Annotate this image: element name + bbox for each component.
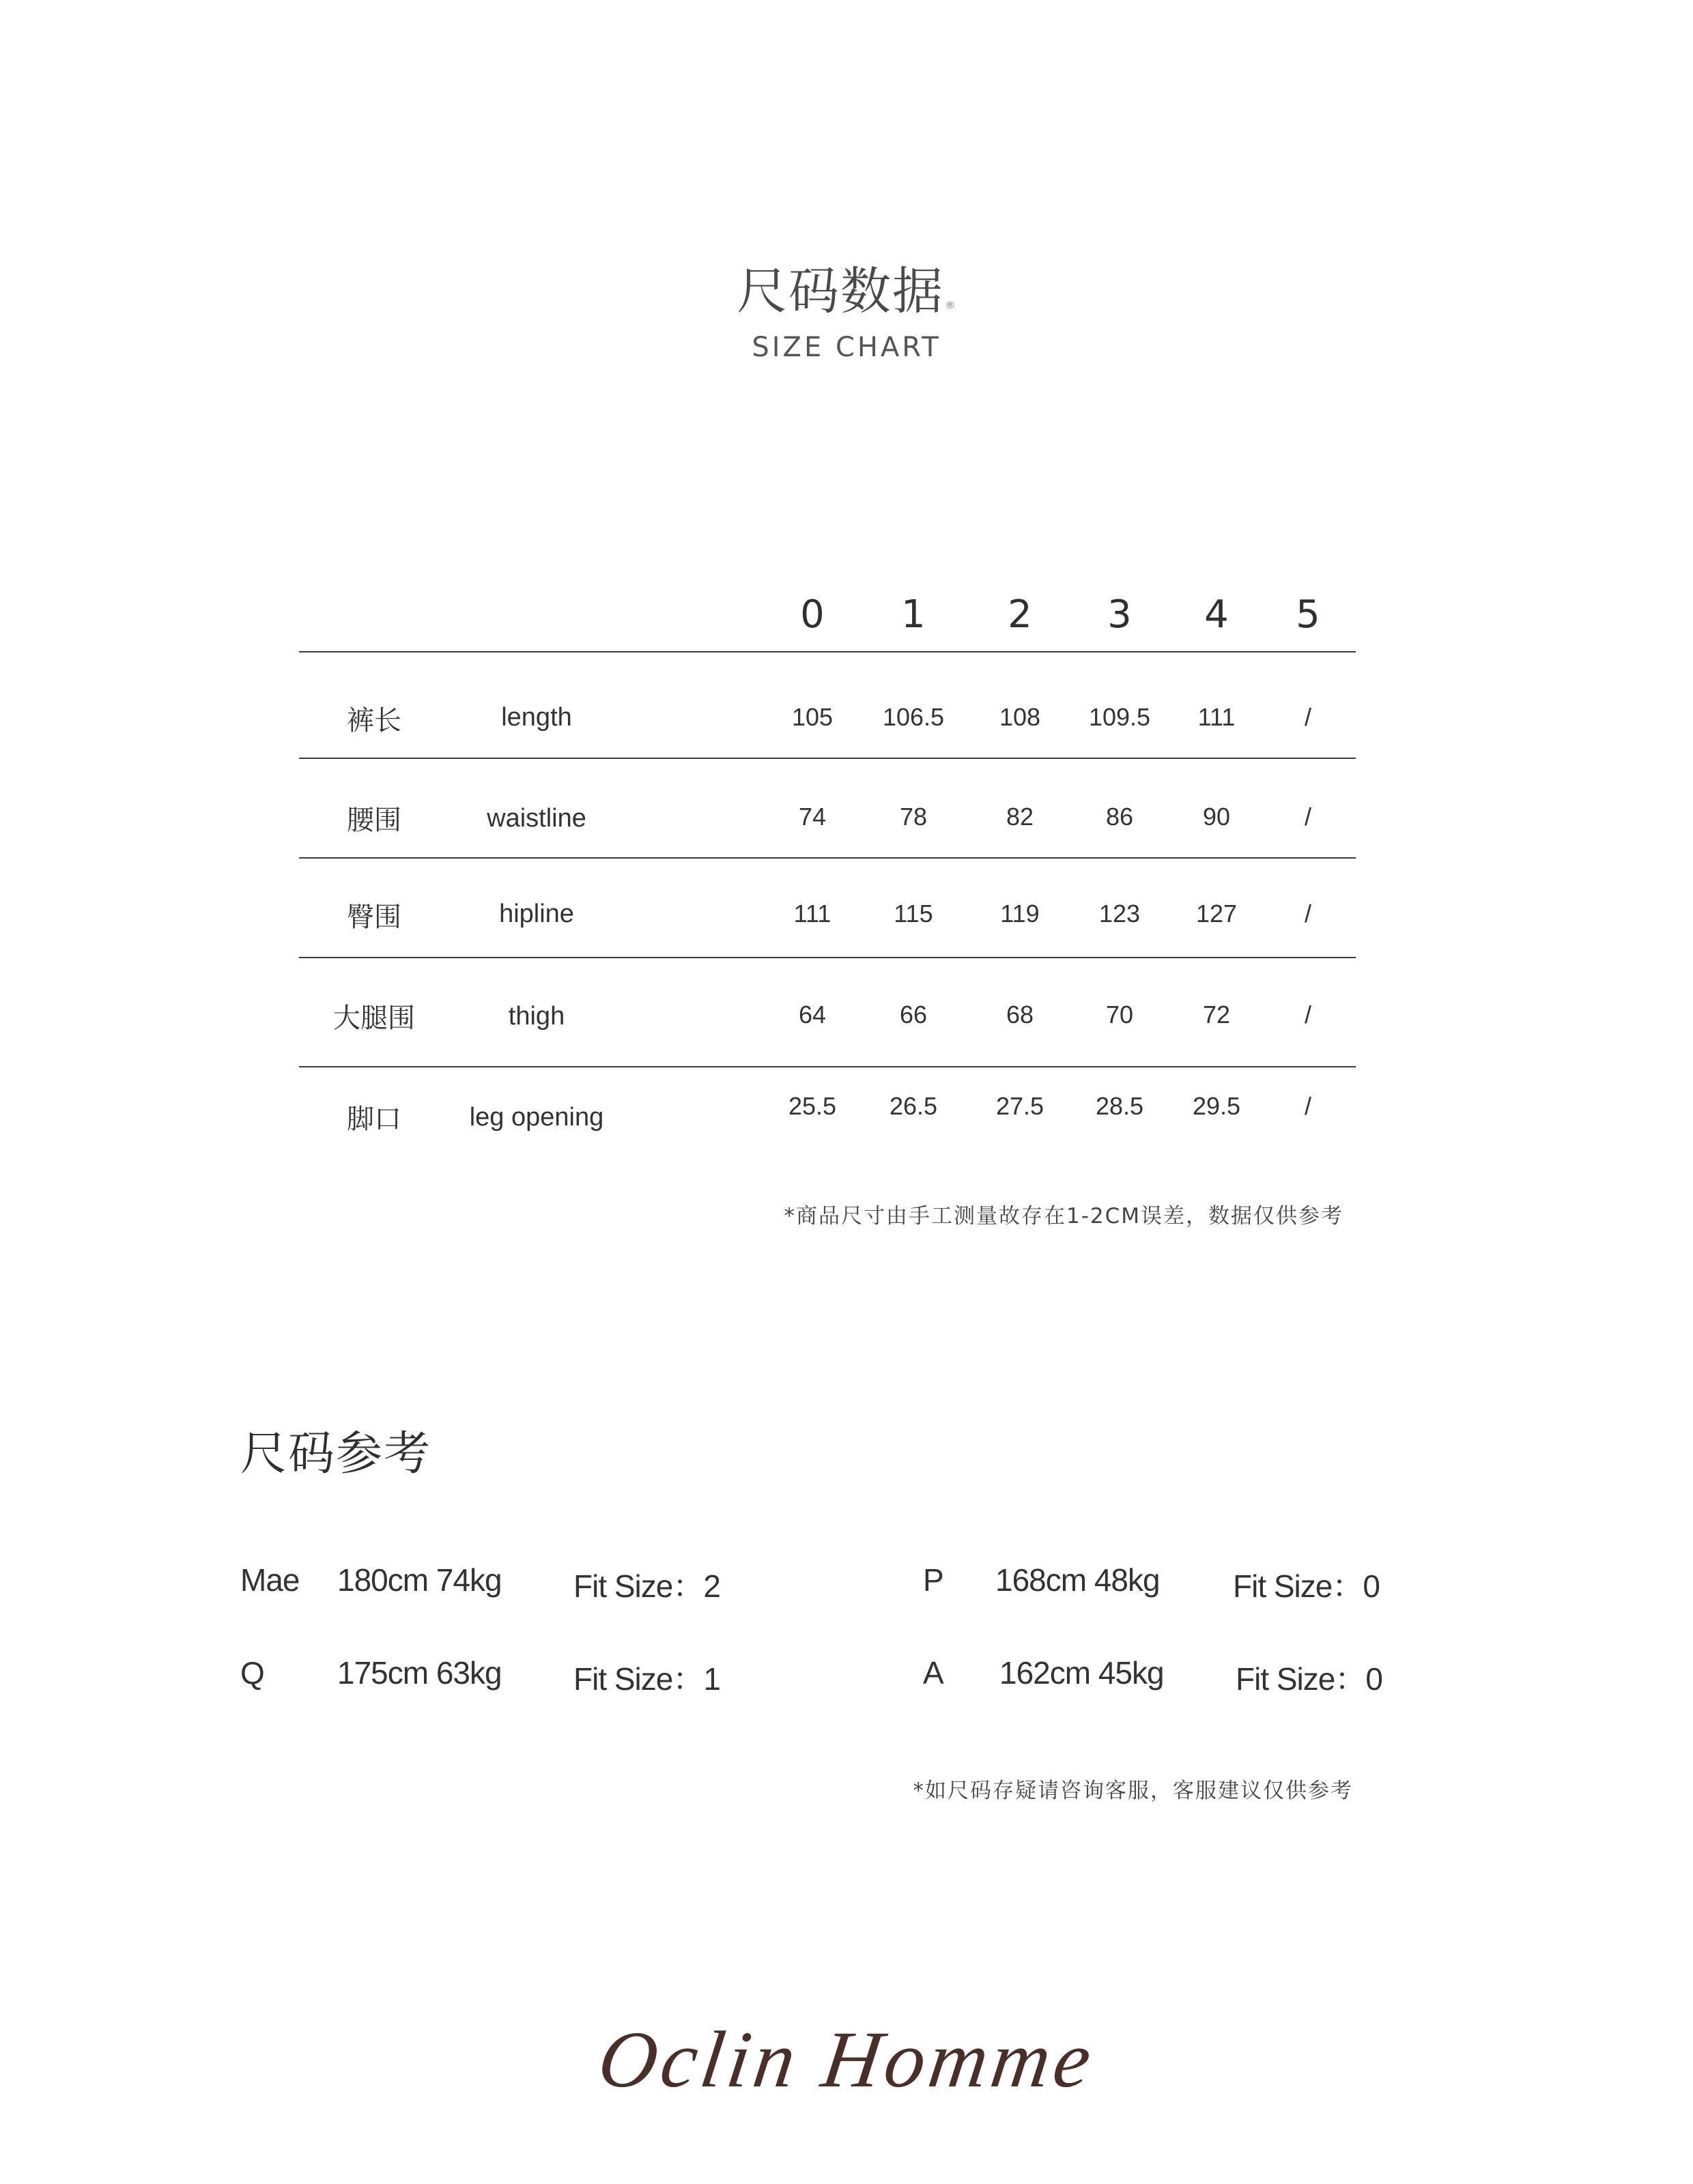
table-cell: 123 [1098,900,1141,928]
table-cell: 72 [1202,1001,1231,1029]
table-cell: 26.5 [889,1092,938,1120]
table-cell: 28.5 [1095,1092,1144,1120]
size-header-3: 3 [1107,592,1132,637]
table-cell: 29.5 [1192,1092,1241,1120]
measurement-note: *商品尺寸由手工测量故存在1-2CM误差，数据仅供参考 [784,1204,1343,1228]
model-fit-size: Fit Size：0 [1233,1568,1380,1604]
size-header-5: 5 [1296,592,1320,637]
row-label-cn: 腰围 [347,805,401,836]
table-cell: 111 [793,900,831,928]
row-label-en: length [501,703,572,732]
page-title-cn: 尺码数据 [737,262,944,321]
model-name: Mae [240,1562,300,1598]
size-header-0: 0 [800,592,825,637]
table-cell: 111 [1197,703,1236,731]
table-cell: / [1304,1092,1311,1120]
table-cell: 68 [1006,1001,1034,1029]
table-cell: 106.5 [882,703,945,731]
model-fit-size: Fit Size：2 [573,1568,720,1604]
table-cell: 78 [899,803,928,831]
row-label-cn: 裤长 [347,705,401,736]
row-label-en: hipline [499,900,574,928]
table-cell: 119 [1000,900,1040,928]
model-name: A [923,1655,943,1691]
table-cell: / [1304,900,1311,928]
table-cell: 25.5 [788,1092,837,1120]
brand-logo-text: Oclin Homme [593,2015,1100,2104]
table-cell: 86 [1105,803,1134,831]
row-label-cn: 脚口 [347,1104,401,1135]
model-stats: 175cm 63kg [337,1655,502,1691]
model-name: P [923,1562,943,1598]
row-label-en: leg opening [469,1103,604,1132]
table-cell: 115 [894,900,933,928]
row-label-en: thigh [508,1002,565,1031]
row-label-en: waistline [487,804,586,833]
table-cell: 82 [1006,803,1034,831]
size-reference-title: 尺码参考 [240,1427,432,1481]
table-row-divider [299,1066,1356,1067]
registered-mark: ® [945,300,956,311]
size-header-1: 1 [901,592,926,637]
size-advice-note: *如尺码存疑请咨询客服，客服建议仅供参考 [913,1779,1353,1803]
table-row-divider [299,857,1356,859]
table-row-divider [299,957,1356,958]
table-cell: 105 [791,703,834,731]
table-cell: 27.5 [995,1092,1044,1120]
table-header-divider [299,651,1356,652]
size-header-4: 4 [1204,592,1229,637]
table-cell: / [1304,1001,1311,1029]
table-cell: 109.5 [1088,703,1151,731]
model-name: Q [240,1655,264,1691]
brand-logo [0,2013,1693,2106]
model-stats: 168cm 48kg [995,1562,1160,1598]
model-fit-size: Fit Size：1 [573,1661,720,1697]
table-cell: 90 [1202,803,1231,831]
row-label-cn: 臀围 [347,902,401,933]
page-subtitle: SIZE CHART [752,332,941,363]
model-stats: 162cm 45kg [999,1655,1164,1691]
table-cell: 74 [798,803,827,831]
table-cell: 108 [999,703,1041,731]
size-header-2: 2 [1008,592,1032,637]
table-cell: 70 [1105,1001,1134,1029]
table-cell: 127 [1195,900,1238,928]
table-cell: / [1304,803,1311,831]
table-cell: 66 [899,1001,928,1029]
row-label-cn: 大腿围 [333,1003,415,1034]
page-title [0,251,1693,324]
table-cell: / [1304,703,1311,731]
model-stats: 180cm 74kg [337,1562,502,1598]
model-fit-size: Fit Size：0 [1236,1661,1382,1697]
table-row-divider [299,758,1356,759]
table-cell: 64 [798,1001,827,1029]
